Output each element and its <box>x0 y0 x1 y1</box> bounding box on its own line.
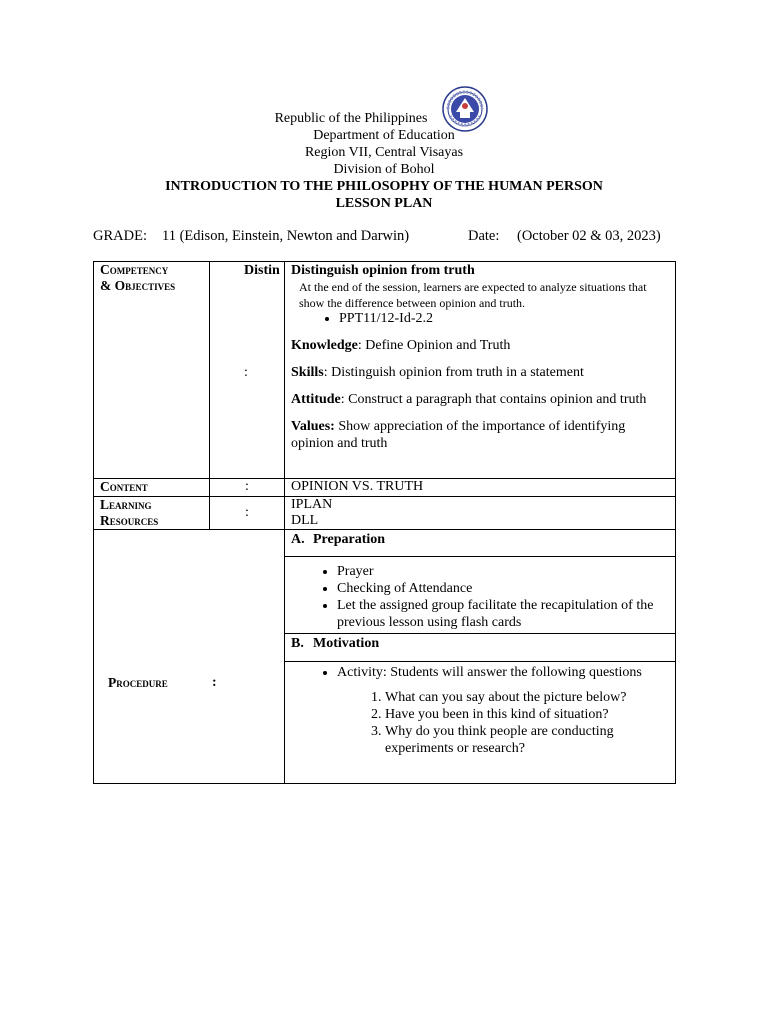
subject-title: INTRODUCTION TO THE PHILOSOPHY OF THE HUMAN PERSON <box>165 179 603 194</box>
motivation-list <box>285 662 675 759</box>
competency-label-line1: Competency <box>100 262 169 277</box>
procedure-label: Procedure <box>108 675 168 690</box>
list-item: • Let the assigned group facilitate the recapitulation of the previous lesson using flash cards <box>337 597 671 631</box>
date-label: Date: <box>468 228 500 244</box>
preparation-heading <box>285 530 676 557</box>
values-objective <box>291 418 669 452</box>
resources-colon: : <box>210 497 285 530</box>
resources-label-line2: Resources <box>100 513 159 528</box>
motivation-cell <box>285 662 676 784</box>
content-label: Content <box>94 479 210 497</box>
preparation-cell <box>285 557 676 634</box>
procedure-colon: : <box>212 675 217 690</box>
attitude-label: Attitude <box>291 392 341 407</box>
objective-title: Distinguish opinion from truth <box>291 263 475 278</box>
preparation-letter: A. <box>291 532 305 547</box>
question-item: 3. Why do you think people are conducting experiments or research? <box>385 723 671 757</box>
motivation-heading <box>285 634 676 662</box>
list-item: • Checking of Attendance <box>337 580 671 597</box>
content-colon: : <box>210 479 285 497</box>
question-item: 1. What can you say about the picture below? <box>385 689 671 706</box>
resource-dll: DLL <box>291 513 319 528</box>
resources-row <box>94 497 676 530</box>
region-line: Region VII, Central Visayas <box>304 145 464 160</box>
resources-label <box>94 497 210 530</box>
motivation-letter: B. <box>291 636 304 651</box>
values-label: Values: <box>291 419 335 434</box>
competency-row <box>94 262 676 479</box>
lesson-plan-table <box>93 261 676 784</box>
republic-line: Republic of the Philippines <box>274 111 428 126</box>
skills-objective <box>291 364 669 381</box>
question-list <box>337 689 671 757</box>
competency-mid-cell <box>210 262 285 479</box>
code-list <box>291 311 669 327</box>
division-line: Division of Bohol <box>333 162 435 177</box>
procedure-a-header-row <box>94 530 676 557</box>
values-text: Show appreciation of the importance of identifying opinion and truth <box>291 419 626 451</box>
knowledge-text: : Define Opinion and Truth <box>357 338 511 353</box>
resource-iplan: IPLAN <box>291 497 333 512</box>
motivation-title: Motivation <box>313 636 380 651</box>
truncated-text: Distin <box>244 263 280 278</box>
question-item: 2. Have you been in this kind of situation? <box>385 706 671 723</box>
knowledge-label: Knowledge <box>291 338 358 353</box>
knowledge-objective <box>291 337 669 354</box>
attitude-objective <box>291 391 669 408</box>
list-item <box>337 664 671 757</box>
department-line: Department of Education <box>313 128 455 143</box>
objective-intro: At the end of the session, learners are expected to analyze situations that show the difference between opinion and truth. <box>299 280 647 310</box>
competency-label <box>94 262 210 479</box>
lesson-plan-title: LESSON PLAN <box>335 196 433 211</box>
resources-values <box>285 497 676 530</box>
grade-value: 11 (Edison, Einstein, Newton and Darwin) <box>162 228 410 244</box>
content-value: OPINION VS. TRUTH <box>285 479 676 497</box>
date-value: (October 02 & 03, 2023) <box>517 228 661 244</box>
activity-text: Activity: Students will answer the following questions <box>337 665 642 680</box>
content-row <box>94 479 676 497</box>
attitude-text: : Construct a paragraph that contains opinion and truth <box>340 392 647 407</box>
preparation-list <box>285 557 675 633</box>
list-item: • Prayer <box>337 563 671 580</box>
resources-label-line1: Learning <box>100 497 152 512</box>
grade-label: GRADE: <box>93 228 147 244</box>
objectives-cell <box>285 262 676 479</box>
preparation-title: Preparation <box>313 532 386 547</box>
competency-code: • PPT11/12-Id-2.2 <box>339 311 669 327</box>
competency-colon: : <box>244 365 248 380</box>
skills-label: Skills <box>291 365 324 380</box>
procedure-label-cell <box>94 530 285 784</box>
skills-text: : Distinguish opinion from truth in a statement <box>323 365 584 380</box>
competency-label-line2: & Objectives <box>100 278 176 293</box>
